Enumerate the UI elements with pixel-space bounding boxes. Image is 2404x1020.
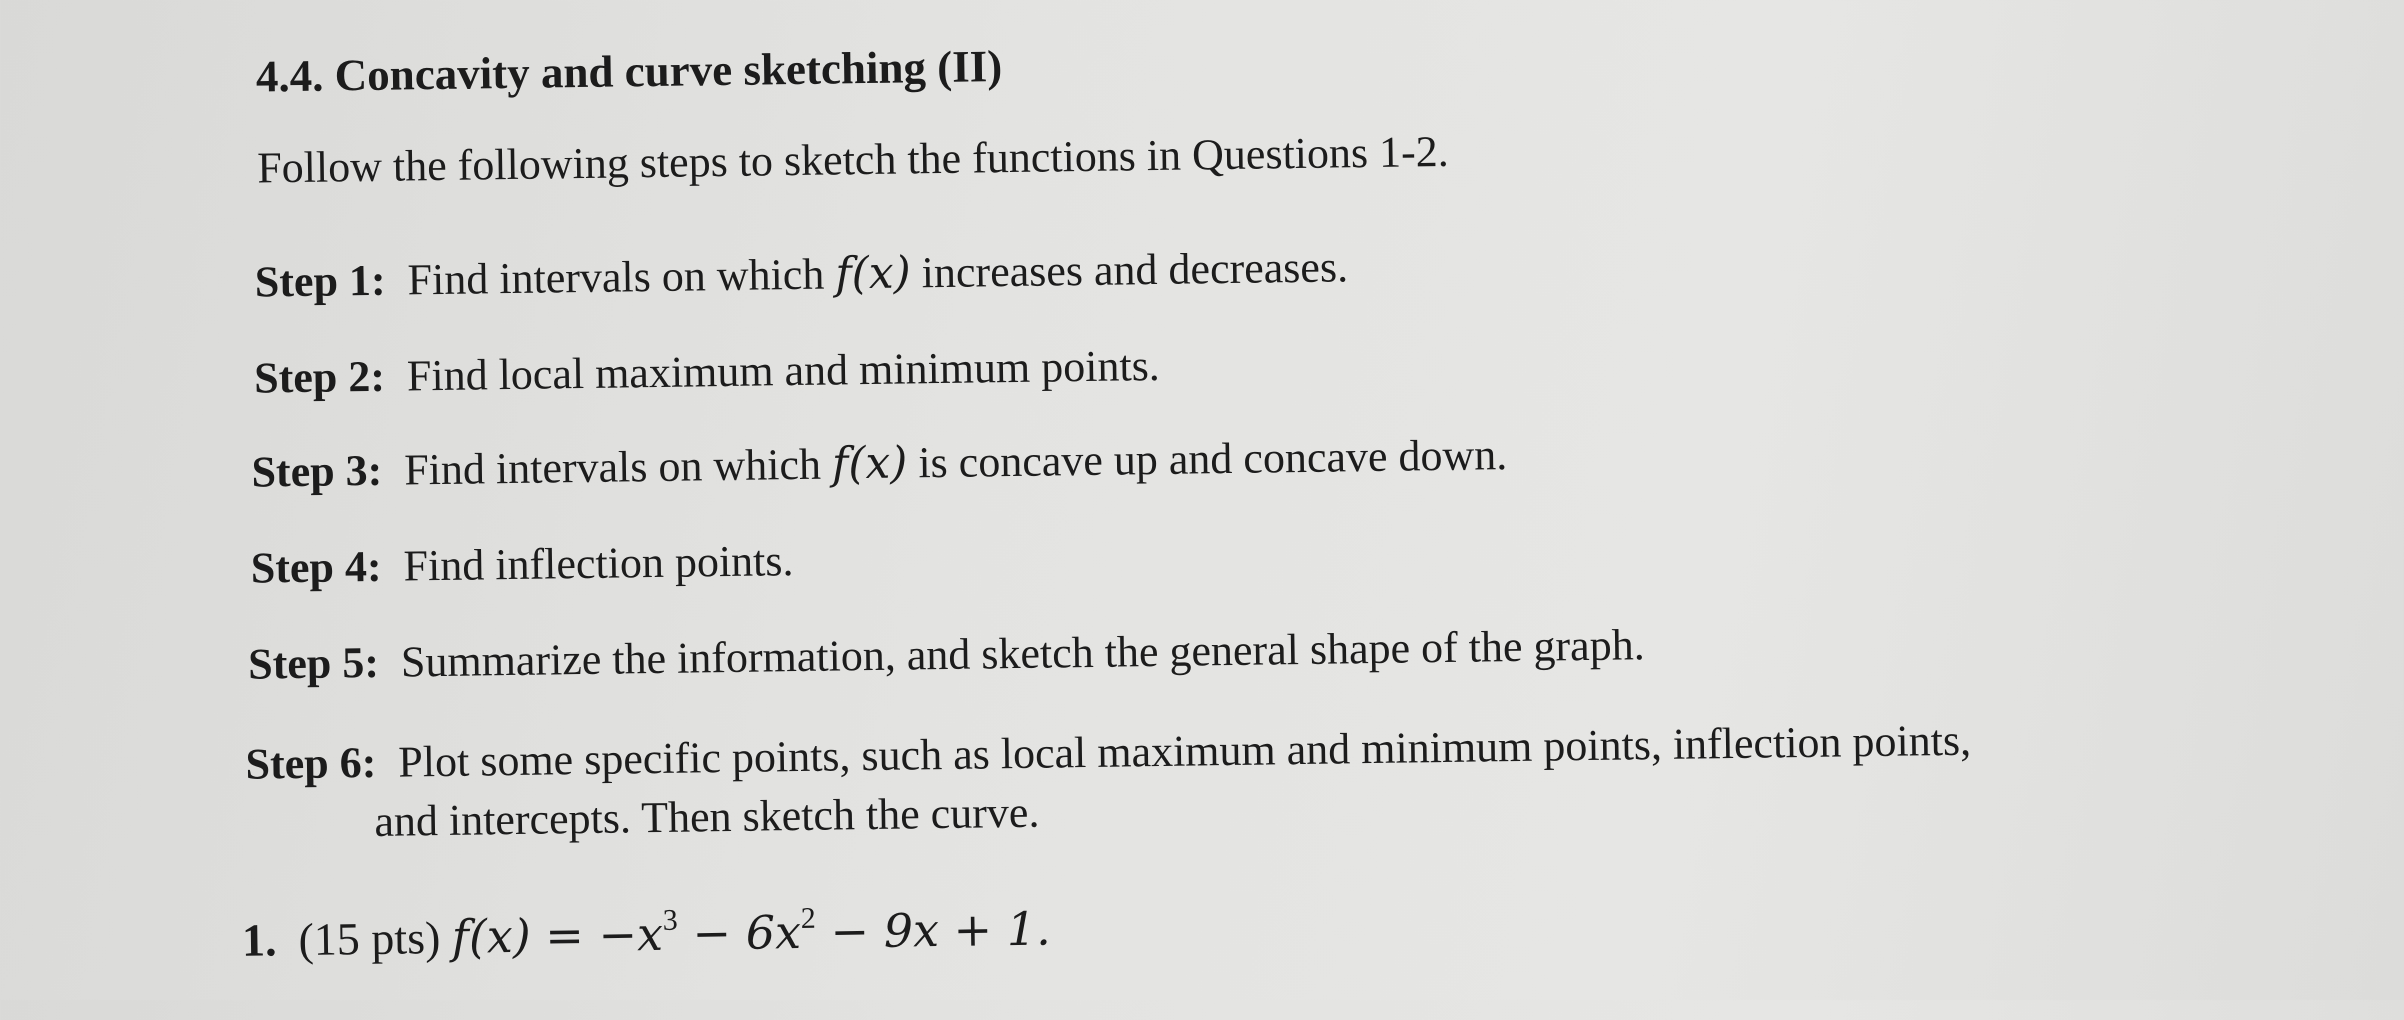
step-3 [251,429,1507,498]
step-1-text-pre: Find intervals on which [407,249,836,305]
intro-text: Follow the following steps to sketch the functions in Questions 1-2. [256,126,1450,193]
step-6-text: Plot some specific points, such as local maximum and minimum points, inflection points, [397,715,1972,787]
step-4-label: Step 4: [250,541,382,593]
step-2-text: Find local maximum and minimum points. [406,340,1161,401]
step-4-text: Find inflection points. [403,536,794,591]
step-1 [254,241,1348,307]
step-6-continuation: and intercepts. Then sketch the curve. [374,787,1040,846]
step-1-function: f(x) [834,247,912,300]
step-5-text: Summarize the information, and sketch the general shape of the graph. [400,620,1645,687]
step-5-label: Step 5: [247,637,380,689]
problem-function: f(x) [451,908,532,964]
problem-exponent-2: 2 [800,901,816,935]
step-2-label: Step 2: [253,351,386,403]
step-1-text-post: increases and decreases. [910,242,1349,298]
step-3-text-pre: Find intervals on which [403,439,833,495]
step-1-label: Step 1: [254,255,386,307]
step-3-text-post: is concave up and concave down. [907,430,1508,488]
step-3-function: f(x) [831,437,908,490]
problem-exponent-1: 3 [662,903,679,937]
step-5 [248,619,1645,689]
step-6-label: Step 6: [245,737,377,789]
step-3-label: Step 3: [251,445,383,497]
problem-equation-part-2: − 6x [677,905,802,961]
step-6 [245,715,1972,849]
section-title: 4.4. Concavity and curve sketching (II) [255,41,1003,102]
problem-number: 1. [241,914,277,966]
problem-1 [242,902,1051,967]
step-2 [254,340,1160,404]
problem-points: (15 pts) [298,912,441,966]
step-4 [250,535,793,594]
problem-equation-part-3: − 9x + 1. [815,901,1051,959]
problem-equation-part-1: = −x [530,906,664,963]
